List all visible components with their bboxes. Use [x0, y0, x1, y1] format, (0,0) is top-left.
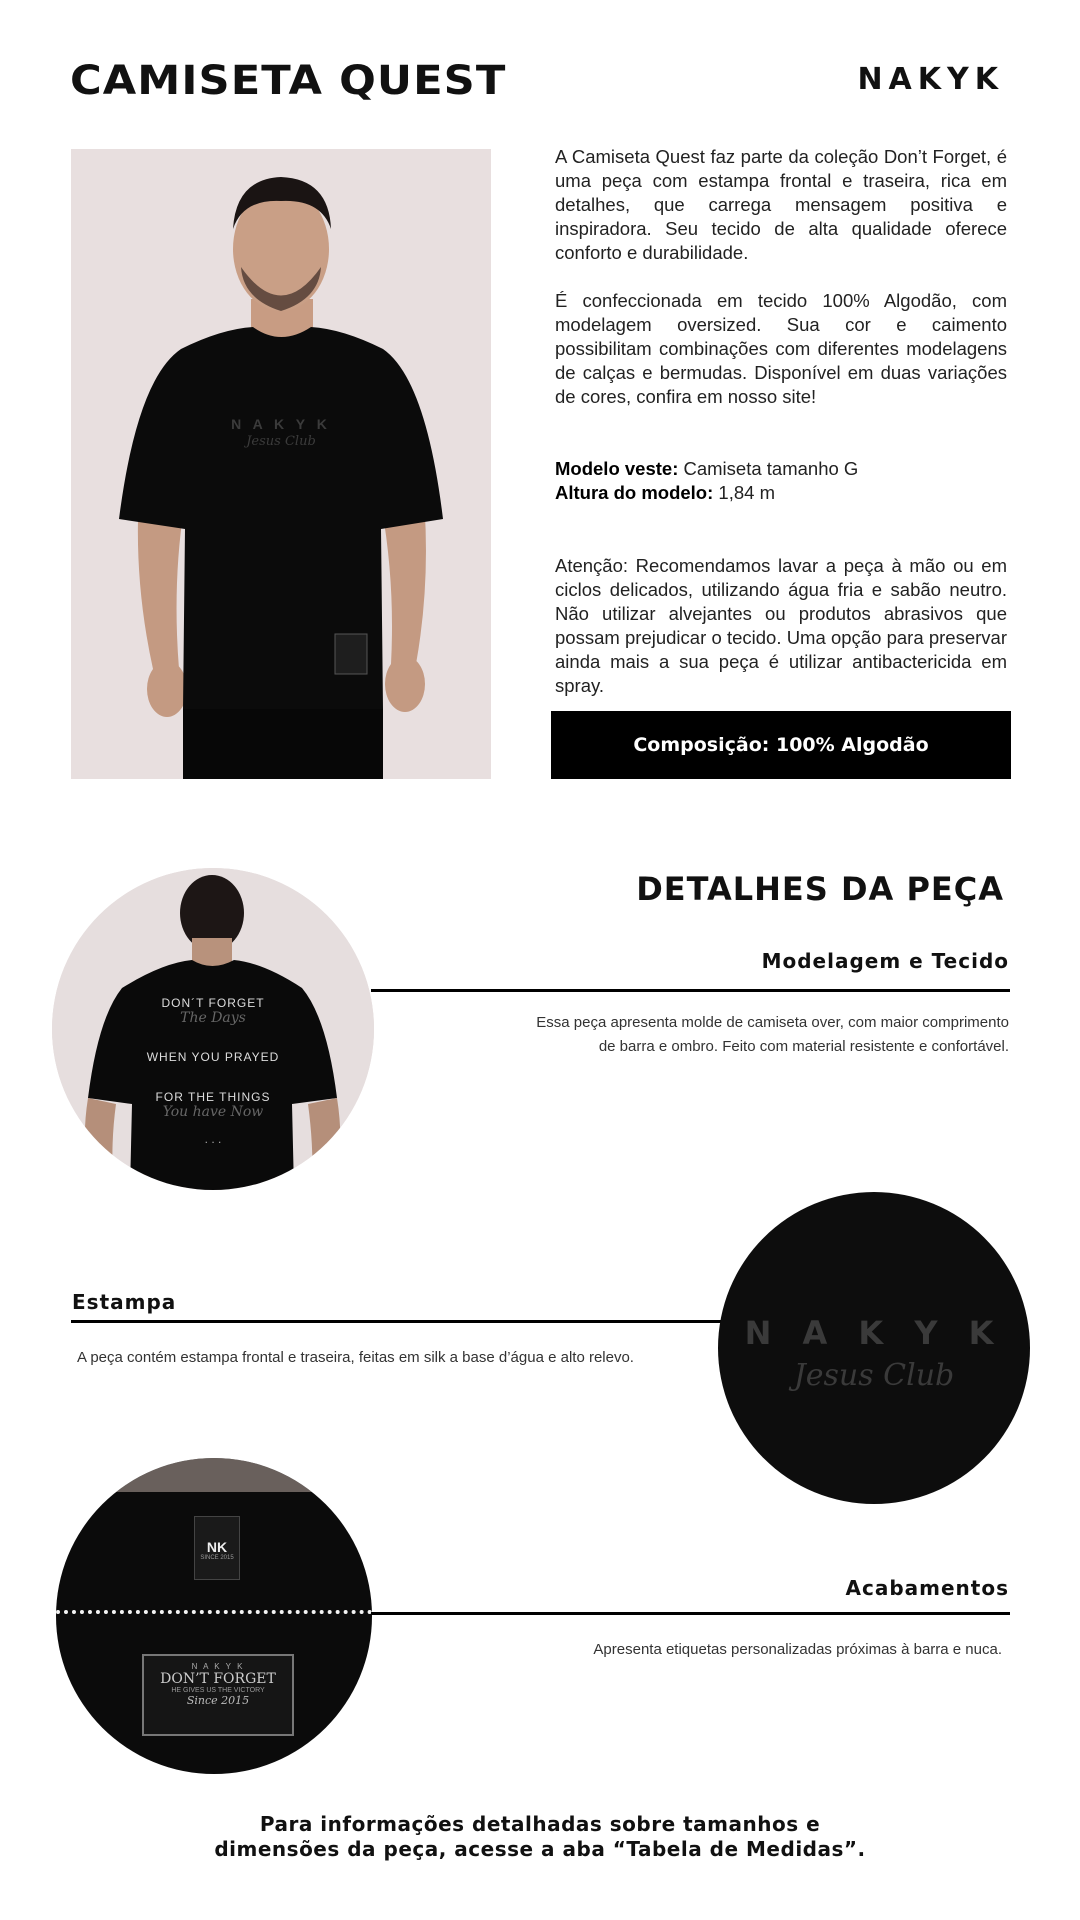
hem-label-brand: N A K Y K: [191, 1662, 245, 1671]
finish-text: Apresenta etiquetas personalizadas próximas à barra e nuca.: [593, 1641, 1002, 1658]
model-info: [555, 457, 1007, 505]
detail-photo-print-closeup: [718, 1192, 1030, 1504]
detail-photo-back: [52, 868, 374, 1190]
print-text: A peça contém estampa frontal e traseira, feitas em silk a base d’água e alto relevo.: [77, 1349, 634, 1366]
tattoo-skin: [96, 1458, 336, 1492]
back-print-line-2: WHEN YOU PRAYED: [146, 1050, 280, 1064]
hem-label-script: Since 2015: [186, 1694, 250, 1707]
model-height-label: Altura do modelo:: [555, 482, 714, 503]
model-wears-label: Modelo veste:: [555, 458, 679, 479]
product-photo-front: [71, 149, 491, 779]
brand-logo: NAKYK: [857, 62, 1004, 97]
print-heading: Estampa: [72, 1290, 177, 1314]
back-print-dots: . . .: [204, 1132, 222, 1146]
composition-text: Composição: 100% Algodão: [633, 734, 929, 756]
back-print-line-1: DON´T FORGET: [161, 996, 265, 1010]
neck-tag-since: SINCE 2015: [200, 1555, 234, 1561]
hem-label-subtitle: HE GIVES US THE VICTORY: [171, 1687, 265, 1694]
print-divider: [71, 1320, 721, 1323]
fabric-heading: Modelagem e Tecido: [761, 949, 1009, 973]
page-title: CAMISETA QUEST: [70, 58, 507, 104]
fabric-divider: [371, 989, 1010, 992]
model-wears-row: [555, 457, 1007, 481]
neck-tag-brand: NK: [206, 1539, 228, 1555]
finish-heading: Acabamentos: [845, 1576, 1009, 1600]
front-print-brand: N A K Y K: [231, 416, 331, 432]
size-table-note-line-2: dimensões da peça, acesse a aba “Tabela de Medidas”.: [214, 1837, 866, 1861]
finish-divider: [371, 1612, 1010, 1615]
composition-banner: [551, 711, 1011, 779]
description-paragraph-1: A Camiseta Quest faz parte da coleção Don’t Forget, é uma peça com estampa frontal e traseira, rica em detalhes, que carrega mensagem positiva e inspiradora. Seu tecido de alta qualidade oferece conforto e durabilidade.: [555, 146, 1007, 263]
fabric-text: [536, 1011, 1009, 1059]
back-print-script-1: The Days: [180, 1010, 246, 1026]
back-print-script-2: You have Now: [162, 1104, 264, 1120]
back-print-line-3: FOR THE THINGS: [155, 1090, 271, 1104]
care-instructions: Atenção: Recomendamos lavar a peça à mão ou em ciclos delicados, utilizando água fria e sabão neutro. Não utilizar alvejantes ou produtos abrasivos que possam prejudicar o tecido. Uma opção para preservar ainda mais a sua peça é utilizar antibactericida em spray.: [555, 555, 1007, 696]
fabric-text-line-2: de barra e ombro. Feito com material resistente e confortável.: [598, 1038, 1009, 1055]
product-description: [555, 145, 1007, 409]
details-title: DETALHES DA PEÇA: [636, 870, 1004, 908]
size-table-note-line-1: Para informações detalhadas sobre tamanhos e: [259, 1812, 821, 1836]
closeup-print-script: Jesus Club: [793, 1358, 955, 1393]
description-paragraph-2: É confeccionada em tecido 100% Algodão, com modelagem oversized. Sua cor e caimento possibilitam combinações com diferentes modelagens de calças e bermudas. Disponível em duas variações de cores, confira em nosso site!: [555, 290, 1007, 407]
model-wears-value: Camiseta tamanho G: [683, 458, 859, 479]
closeup-print-brand: N A K Y K: [744, 1314, 1004, 1352]
fabric-text-line-1: Essa peça apresenta molde de camiseta over, com maior comprimento: [536, 1014, 1009, 1031]
model-height-value: 1,84 m: [718, 482, 775, 503]
neck-tag: [194, 1516, 240, 1580]
detail-photo-labels: [56, 1458, 372, 1774]
stitch-line: [56, 1610, 372, 1614]
model-front-illustration: [71, 149, 491, 779]
hem-label-title: DON’T FORGET: [160, 1671, 276, 1687]
front-print-script: Jesus Club: [246, 434, 316, 449]
size-table-note: [0, 1812, 1080, 1862]
model-height-row: [555, 481, 1007, 505]
hem-label: [142, 1654, 294, 1736]
